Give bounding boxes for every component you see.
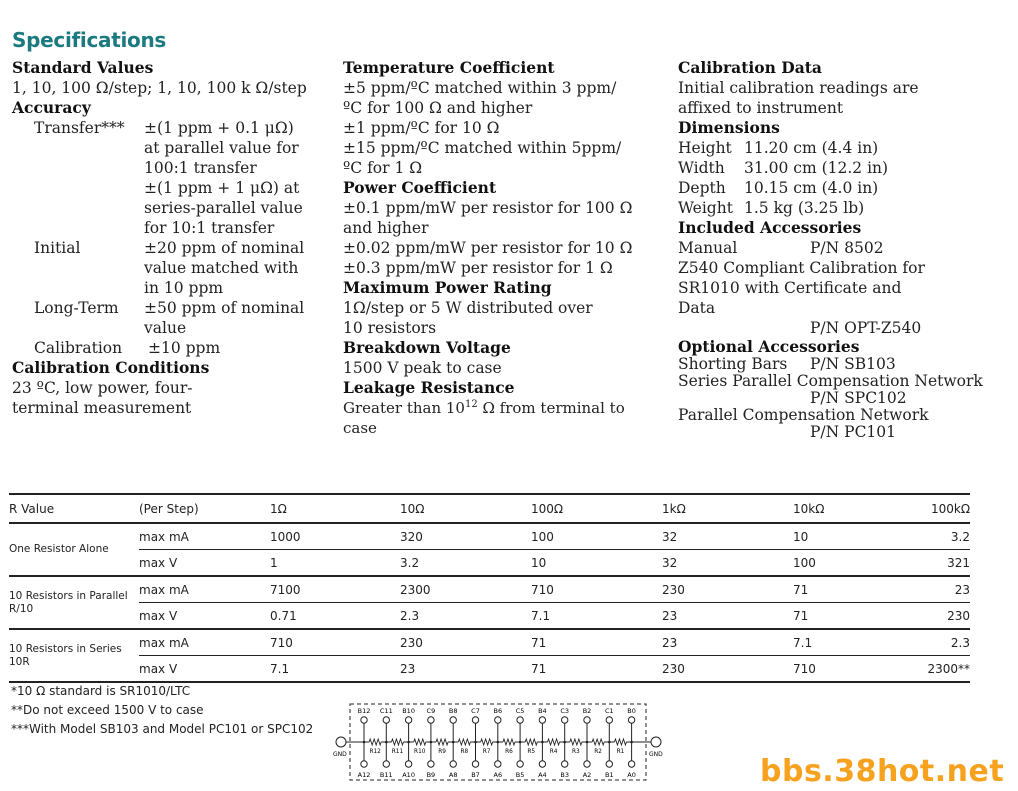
table-cell: 100 <box>531 523 662 550</box>
terminal-post-bottom <box>383 761 389 767</box>
initial-label: Initial <box>34 239 81 257</box>
dimension-height <box>678 138 1008 158</box>
table-cell: max V <box>139 603 270 630</box>
standard-values-heading: Standard Values <box>12 58 154 77</box>
terminal-label-top: B6 <box>493 707 503 715</box>
resistor-label: R3 <box>571 749 580 755</box>
table-cell: 230 <box>662 656 793 683</box>
height-value: 11.20 cm (4.4 in) <box>744 139 879 157</box>
terminal-post-bottom <box>628 761 634 767</box>
table-cell: 23 <box>924 576 970 603</box>
pc-pn: P/N PC101 <box>810 423 897 441</box>
header-cell: 100Ω <box>531 494 662 523</box>
table-cell: 7.1 <box>793 629 924 656</box>
dimension-depth <box>678 178 1008 198</box>
breakdown-voltage-text: 1500 V peak to case <box>343 359 502 377</box>
accuracy-heading: Accuracy <box>12 98 91 117</box>
table-cell: 71 <box>531 629 662 656</box>
z540-pn: P/N OPT-Z540 <box>810 319 922 337</box>
terminal-post-bottom <box>428 761 434 767</box>
accuracy-transfer-row <box>12 118 332 238</box>
table-cell: max V <box>139 656 270 683</box>
table-cell: 23 <box>662 603 793 630</box>
terminal-label-top: B0 <box>627 707 636 715</box>
terminal-label-bottom: A4 <box>538 771 547 779</box>
calibration-conditions-heading: Calibration Conditions <box>12 358 210 377</box>
table-cell: 23 <box>662 629 793 656</box>
calibration-value: ±10 ppm <box>148 339 221 357</box>
manual-pn: P/N 8502 <box>810 239 884 257</box>
table-cell: 2.3 <box>924 629 970 656</box>
dimension-width <box>678 158 1008 178</box>
terminal-label-bottom: A12 <box>357 771 371 779</box>
header-cell: 1Ω <box>270 494 400 523</box>
weight-key: Weight <box>678 199 733 217</box>
table-cell: 71 <box>793 603 924 630</box>
resistor-label: R7 <box>482 749 491 755</box>
terminal-post-bottom <box>517 761 523 767</box>
terminal-post-bottom <box>606 761 612 767</box>
terminal-post-bottom <box>450 761 456 767</box>
table-cell: 710 <box>793 656 924 683</box>
temp-coef-1: ±5 ppm/ºC matched within 3 ppm/ºC for 100 Ω and higher <box>343 79 617 117</box>
table-row <box>9 603 970 630</box>
terminal-label-bottom: A10 <box>402 771 415 779</box>
table-cell: 1000 <box>270 523 400 550</box>
terminal-label-bottom: A0 <box>627 771 636 779</box>
resistor-label: R9 <box>438 749 446 755</box>
table-cell: 320 <box>400 523 531 550</box>
terminal-label-bottom: B5 <box>515 771 525 779</box>
table-cell: 230 <box>662 576 793 603</box>
breakdown-voltage-heading: Breakdown Voltage <box>343 338 511 357</box>
header-cell: 10Ω <box>400 494 531 523</box>
terminal-label-bottom: A6 <box>493 771 503 779</box>
accuracy-calibration-row <box>12 338 332 358</box>
terminal-post-top <box>517 717 523 723</box>
group-label: 10 Resistors in Parallel R/10 <box>9 576 139 629</box>
terminal-label-top: C3 <box>560 707 570 715</box>
longterm-label: Long-Term <box>34 299 119 317</box>
footnotes <box>11 682 313 739</box>
resistor-label: R1 <box>616 749 625 755</box>
terminal-label-top: C9 <box>426 707 436 715</box>
pc-text: Parallel Compensation Network <box>678 406 929 424</box>
footnote-1: *10 Ω standard is SR1010/LTC <box>11 684 191 698</box>
table-cell: 32 <box>662 523 793 550</box>
terminal-label-top: C1 <box>604 707 614 715</box>
table-row <box>9 576 970 603</box>
table-cell: 230 <box>400 629 531 656</box>
specs-column-2 <box>343 58 663 438</box>
temp-coef-3: ±15 ppm/ºC matched within 5ppm/ºC for 1 Ω <box>343 139 622 177</box>
table-cell: 2.3 <box>400 603 531 630</box>
transfer-label: Transfer*** <box>34 119 125 137</box>
schematic-elements <box>352 707 644 779</box>
page-title: Specifications <box>12 28 167 52</box>
max-power-heading: Maximum Power Rating <box>343 278 552 297</box>
terminal-post-top <box>405 717 411 723</box>
table-cell: 7100 <box>270 576 400 603</box>
gnd-terminal-right <box>651 737 661 747</box>
resistor-label: R12 <box>369 749 381 755</box>
table-cell: 230 <box>924 603 970 630</box>
table-row <box>9 656 970 683</box>
leakage-exponent: 12 <box>464 399 478 410</box>
resistor-label: R5 <box>527 749 536 755</box>
leakage-resistance-text <box>343 398 663 438</box>
terminal-label-bottom: A2 <box>582 771 592 779</box>
resistor-label: R8 <box>460 749 469 755</box>
watermark: bbs.38hot.net <box>760 754 1005 789</box>
accuracy-longterm-row <box>12 298 332 338</box>
table-cell: 710 <box>531 576 662 603</box>
table-cell: 321 <box>924 550 970 577</box>
initial-value: ±20 ppm of nominal value matched with in 10 ppm <box>144 239 305 297</box>
header-cell: 10kΩ <box>793 494 924 523</box>
included-accessories-heading: Included Accessories <box>678 218 862 237</box>
terminal-post-top <box>584 717 590 723</box>
specs-column-1 <box>12 58 332 418</box>
table-cell: 7.1 <box>270 656 400 683</box>
manual-key: Manual <box>678 239 738 257</box>
table-row <box>9 523 970 550</box>
power-coef-2: ±0.02 ppm/mW per resistor for 10 Ω <box>343 239 633 257</box>
spc-pn: P/N SPC102 <box>810 389 907 407</box>
terminal-label-bottom: B3 <box>560 771 570 779</box>
group-label: One Resistor Alone <box>9 523 139 576</box>
weight-value: 1.5 kg (3.25 lb) <box>744 199 865 217</box>
calibration-data-text: Initial calibration readings are affixed to instrument <box>678 79 919 117</box>
terminal-post-bottom <box>584 761 590 767</box>
leakage-post: Ω from terminal to case <box>343 399 625 437</box>
width-key: Width <box>678 159 725 177</box>
gnd-terminal-left <box>336 737 346 747</box>
table-cell: 10 <box>531 550 662 577</box>
terminal-label-top: B2 <box>582 707 592 715</box>
table-cell: 71 <box>531 656 662 683</box>
height-key: Height <box>678 139 732 157</box>
table-cell: max mA <box>139 576 270 603</box>
header-cell: (Per Step) <box>139 494 270 523</box>
table-cell: max mA <box>139 629 270 656</box>
table-cell: 3.2 <box>400 550 531 577</box>
terminal-label-bottom: A8 <box>448 771 458 779</box>
longterm-value: ±50 ppm of nominal value <box>144 299 305 337</box>
terminal-post-top <box>472 717 478 723</box>
terminal-label-top: C11 <box>379 707 393 715</box>
table-cell: 2300 <box>400 576 531 603</box>
terminal-label-bottom: B9 <box>426 771 436 779</box>
max-power-text: 1Ω/step or 5 W distributed over 10 resistors <box>343 299 593 337</box>
calibration-conditions-text: 23 ºC, low power, four-terminal measurement <box>12 379 193 417</box>
terminal-label-bottom: B7 <box>471 771 480 779</box>
calibration-data-heading: Calibration Data <box>678 58 822 77</box>
table-cell: 710 <box>270 629 400 656</box>
table-cell: max mA <box>139 523 270 550</box>
terminal-label-top: C5 <box>515 707 525 715</box>
terminal-post-bottom <box>539 761 545 767</box>
terminal-post-bottom <box>361 761 367 767</box>
table-cell: 32 <box>662 550 793 577</box>
power-coef-1: ±0.1 ppm/mW per resistor for 100 Ω and higher <box>343 199 633 237</box>
resistor-network-schematic <box>332 700 667 784</box>
terminal-label-top: B10 <box>402 707 415 715</box>
terminal-post-top <box>383 717 389 723</box>
terminal-post-top <box>628 717 634 723</box>
terminal-post-top <box>606 717 612 723</box>
header-cell: R Value <box>9 494 139 523</box>
temperature-coefficient-heading: Temperature Coefficient <box>343 58 555 77</box>
terminal-post-top <box>450 717 456 723</box>
depth-value: 10.15 cm (4.0 in) <box>744 179 879 197</box>
terminal-post-bottom <box>405 761 411 767</box>
transfer-values <box>144 118 309 238</box>
terminal-label-top: B4 <box>538 707 547 715</box>
footnote-3: ***With Model SB103 and Model PC101 or SPC102 <box>11 722 314 736</box>
dimension-weight <box>678 198 1008 218</box>
table-cell: 7.1 <box>531 603 662 630</box>
width-value: 31.00 cm (12.2 in) <box>744 159 889 177</box>
table-cell: 3.2 <box>924 523 970 550</box>
accuracy-initial-row <box>12 238 332 298</box>
resistor-label: R2 <box>594 749 603 755</box>
table-header-row <box>9 494 970 523</box>
table-cell: 2300** <box>924 656 970 683</box>
terminal-post-bottom <box>495 761 501 767</box>
terminal-post-top <box>539 717 545 723</box>
current-voltage-table <box>9 493 970 683</box>
spc-text: Series Parallel Compensation Network <box>678 372 983 390</box>
terminal-post-top <box>361 717 367 723</box>
shorting-bars-pn: P/N SB103 <box>810 355 896 373</box>
power-coefficient-heading: Power Coefficient <box>343 178 497 197</box>
resistor-label: R11 <box>391 749 404 755</box>
table-cell: 23 <box>400 656 531 683</box>
transfer-value-1: ±(1 ppm + 0.1 μΩ) at parallel value for 100:1 transfer <box>144 119 299 177</box>
table-row <box>9 550 970 577</box>
terminal-post-top <box>428 717 434 723</box>
resistor-label: R4 <box>549 749 558 755</box>
shorting-bars-row <box>678 356 1008 373</box>
terminal-label-bottom: B11 <box>379 771 393 779</box>
footnote-2: **Do not exceed 1500 V to case <box>11 703 204 717</box>
terminal-post-top <box>495 717 501 723</box>
power-coef-3: ±0.3 ppm/mW per resistor for 1 Ω <box>343 259 613 277</box>
shorting-bars-key: Shorting Bars <box>678 355 788 373</box>
dimensions-heading: Dimensions <box>678 118 780 137</box>
terminal-label-top: B8 <box>448 707 458 715</box>
temp-coef-2: ±1 ppm/ºC for 10 Ω <box>343 119 500 137</box>
manual-row <box>678 238 1008 258</box>
table-cell: 0.71 <box>270 603 400 630</box>
gnd-label-right: GND <box>649 751 663 758</box>
leakage-resistance-heading: Leakage Resistance <box>343 378 515 397</box>
group-label: 10 Resistors in Series 10R <box>9 629 139 682</box>
terminal-label-top: B12 <box>357 707 371 715</box>
terminal-post-bottom <box>562 761 568 767</box>
table-cell: 10 <box>793 523 924 550</box>
table-cell: 71 <box>793 576 924 603</box>
terminal-label-bottom: B1 <box>604 771 614 779</box>
resistor-label: R10 <box>414 749 426 755</box>
transfer-value-2: ±(1 ppm + 1 μΩ) at series-parallel value for 10:1 transfer <box>144 179 303 237</box>
terminal-post-bottom <box>472 761 478 767</box>
standard-values-text: 1, 10, 100 Ω/step; 1, 10, 100 k Ω/step <box>12 79 307 97</box>
resistor-label: R6 <box>505 749 513 755</box>
table-cell: max V <box>139 550 270 577</box>
z540-text: Z540 Compliant Calibration for SR1010 with Certificate and Data <box>678 259 925 317</box>
specs-column-3 <box>678 58 1008 441</box>
calibration-label: Calibration <box>34 339 123 357</box>
depth-key: Depth <box>678 179 726 197</box>
header-cell: 100kΩ <box>924 494 970 523</box>
table-cell: 100 <box>793 550 924 577</box>
terminal-post-top <box>562 717 568 723</box>
table-cell: 1 <box>270 550 400 577</box>
optional-accessories-heading: Optional Accessories <box>678 337 860 356</box>
header-cell: 1kΩ <box>662 494 793 523</box>
gnd-label-left: GND <box>333 751 347 758</box>
leakage-pre: Greater than 10 <box>343 399 465 417</box>
table-row <box>9 629 970 656</box>
terminal-label-top: C7 <box>471 707 480 715</box>
